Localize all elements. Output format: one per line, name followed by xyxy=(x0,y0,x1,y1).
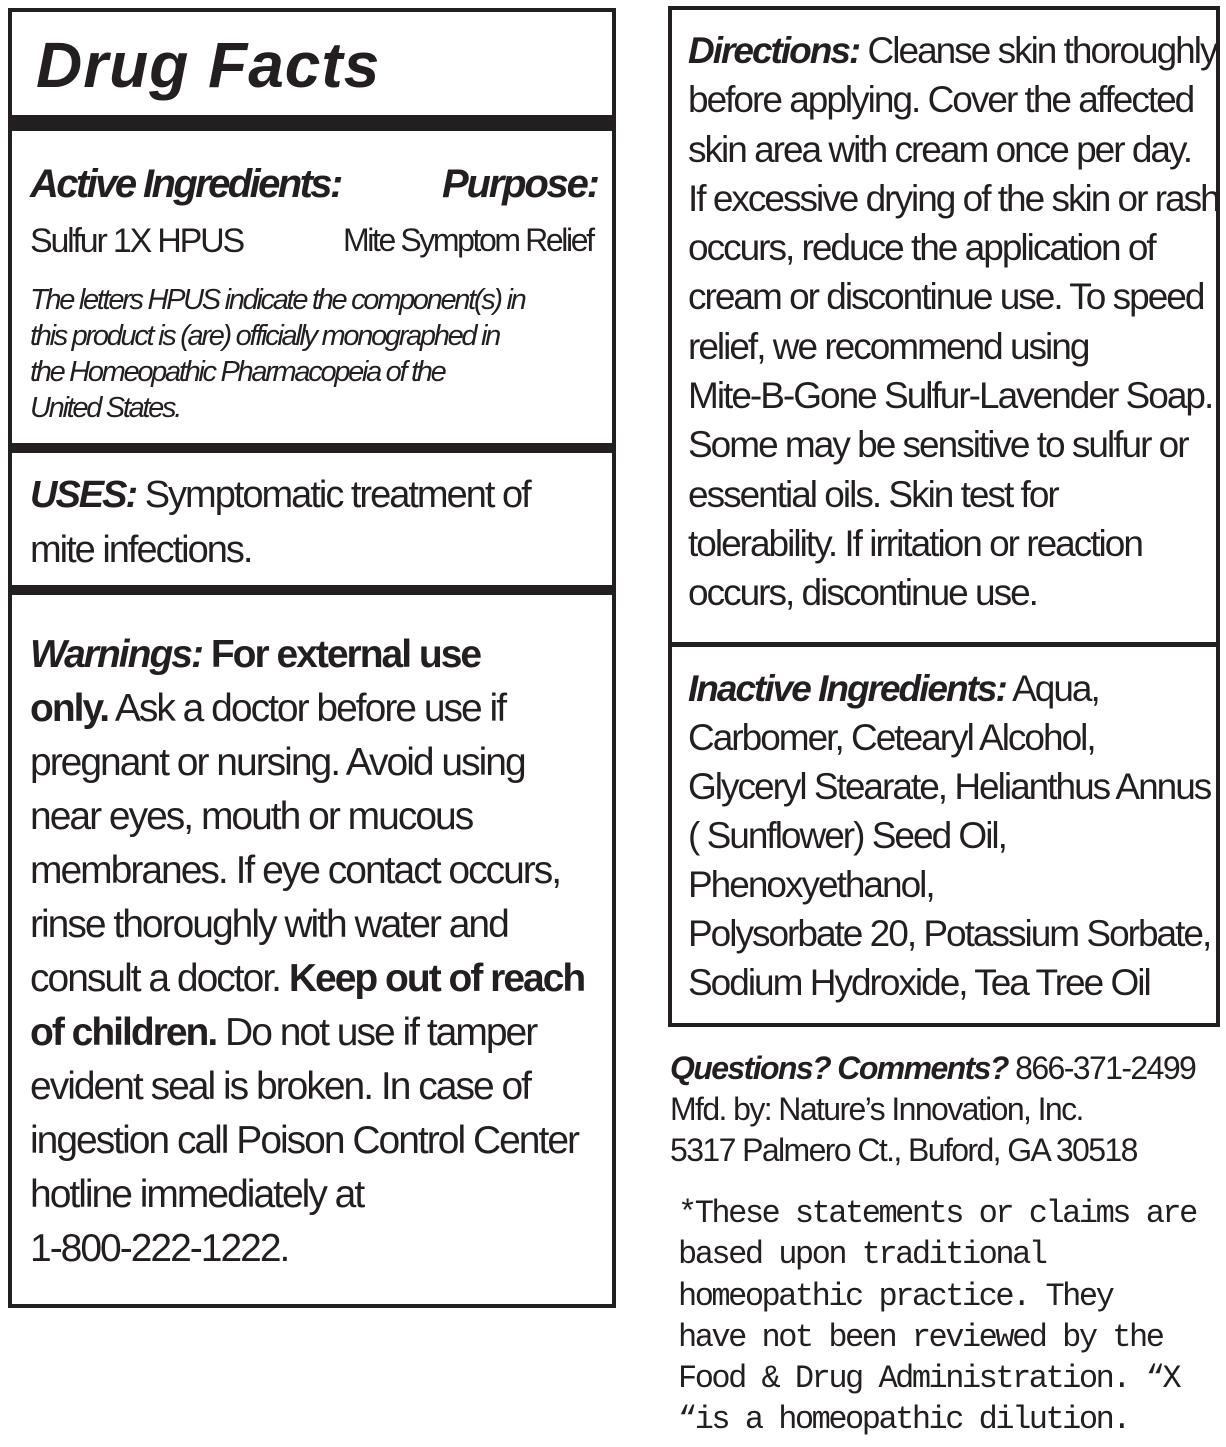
inactive-ingredients-text: Polysorbate 20, Potassium Sorbate, xyxy=(688,913,1211,954)
uses-text: Symptomatic treatment of xyxy=(144,474,530,516)
poison-control-number: 1-800-222-1222. xyxy=(30,1227,289,1270)
disclaimer-line: “is a homeopathic dilution. xyxy=(678,1401,1129,1439)
hpus-note xyxy=(30,282,525,426)
contact-section xyxy=(670,1048,1195,1171)
disclaimer-line: based upon traditional xyxy=(678,1236,1046,1274)
inactive-ingredients-text: Phenoxyethanol, xyxy=(688,864,934,905)
warnings-text: Do not use if tamper xyxy=(225,1011,537,1054)
disclaimer-line: *These statements or claims are xyxy=(678,1195,1196,1232)
warnings-text: near eyes, mouth or mucous xyxy=(30,795,473,838)
inactive-ingredients-label: Inactive Ingredients: xyxy=(688,668,1006,709)
warnings-text: evident seal is broken. In case of xyxy=(30,1065,530,1108)
uses-text: mite infections. xyxy=(30,529,252,571)
uses-warnings-divider xyxy=(8,585,616,595)
purpose-value: Mite Symptom Relief xyxy=(343,222,593,258)
disclaimer xyxy=(678,1193,1196,1441)
manufacturer: Mfd. by: Nature’s Innovation, Inc. xyxy=(670,1091,1083,1127)
directions-text: skin area with cream once per day. xyxy=(688,128,1192,170)
hpus-note-line: this product is (are) officially monographed in xyxy=(30,320,499,352)
warnings-section xyxy=(30,628,584,1276)
hpus-note-line: The letters HPUS indicate the component(s) in xyxy=(30,284,525,316)
warnings-text: membranes. If eye contact occurs, xyxy=(30,849,561,892)
directions-section xyxy=(688,26,1219,618)
warnings-text: consult a doctor. xyxy=(30,957,281,1000)
inactive-ingredients-text: Glyceryl Stearate, Helianthus Annus xyxy=(688,766,1211,807)
directions-text: occurs, reduce the application of xyxy=(688,227,1155,269)
directions-text: tolerability. If irritation or reaction xyxy=(688,522,1142,564)
inactive-ingredients-text: Aqua, xyxy=(1012,668,1099,709)
keep-out-warning: Keep out of reach xyxy=(288,957,585,1000)
directions-label: Directions: xyxy=(688,30,860,71)
contact-phone: 866-371-2499 xyxy=(1015,1050,1196,1086)
warnings-text: Ask a doctor before use if xyxy=(114,687,506,730)
warnings-text: ingestion call Poison Control Center xyxy=(30,1119,579,1162)
uses-label: USES: xyxy=(30,474,137,516)
directions-text: Mite-B-Gone Sulfur-Lavender Soap. xyxy=(688,375,1213,417)
purpose-heading: Purpose: xyxy=(442,162,598,206)
active-ingredients-heading: Active Ingredients: xyxy=(30,162,341,206)
directions-text: essential oils. Skin test for xyxy=(688,473,1058,515)
directions-text: Some may be sensitive to sulfur or xyxy=(688,424,1188,466)
keep-out-warning: of children. xyxy=(30,1011,217,1054)
active-ingredient-value: Sulfur 1X HPUS xyxy=(30,222,243,260)
contact-label: Questions? Comments? xyxy=(670,1050,1008,1086)
page-title: Drug Facts xyxy=(36,29,381,101)
inactive-ingredients-text: ( Sunflower) Seed Oil, xyxy=(688,815,1006,856)
inactive-ingredients-text: Carbomer, Cetearyl Alcohol, xyxy=(688,717,1095,758)
warnings-label: Warnings: xyxy=(30,633,202,676)
external-use-warning: only. xyxy=(30,687,109,730)
warnings-text: hotline immediately at xyxy=(30,1173,364,1216)
directions-text: cream or discontinue use. To speed xyxy=(688,276,1204,318)
external-use-warning: For external use xyxy=(210,633,481,676)
inactive-ingredients-section xyxy=(688,664,1210,1007)
disclaimer-line: homeopathic practice. They xyxy=(678,1277,1113,1315)
disclaimer-line: Food & Drug Administration. “X xyxy=(678,1360,1180,1398)
inactive-ingredients-text: Sodium Hydroxide, Tea Tree Oil xyxy=(688,962,1150,1003)
directions-text: before applying. Cover the affected xyxy=(688,79,1194,121)
manufacturer-address: 5317 Palmero Ct., Buford, GA 30518 xyxy=(670,1132,1137,1168)
disclaimer-line: have not been reviewed by the xyxy=(678,1318,1163,1356)
active-uses-divider xyxy=(8,443,616,453)
hpus-note-line: the Homeopathic Pharmacopeia of the xyxy=(30,356,445,388)
hpus-note-line: United States. xyxy=(30,392,180,424)
title-rule xyxy=(8,115,616,131)
uses-section xyxy=(30,468,530,578)
directions-text: If excessive drying of the skin or rash xyxy=(688,177,1219,219)
warnings-text: rinse thoroughly with water and xyxy=(30,903,508,946)
directions-text: Cleanse skin thoroughly xyxy=(867,30,1217,71)
directions-text: relief, we recommend using xyxy=(688,325,1089,367)
directions-text: occurs, discontinue use. xyxy=(688,572,1037,614)
warnings-text: pregnant or nursing. Avoid using xyxy=(30,741,525,784)
